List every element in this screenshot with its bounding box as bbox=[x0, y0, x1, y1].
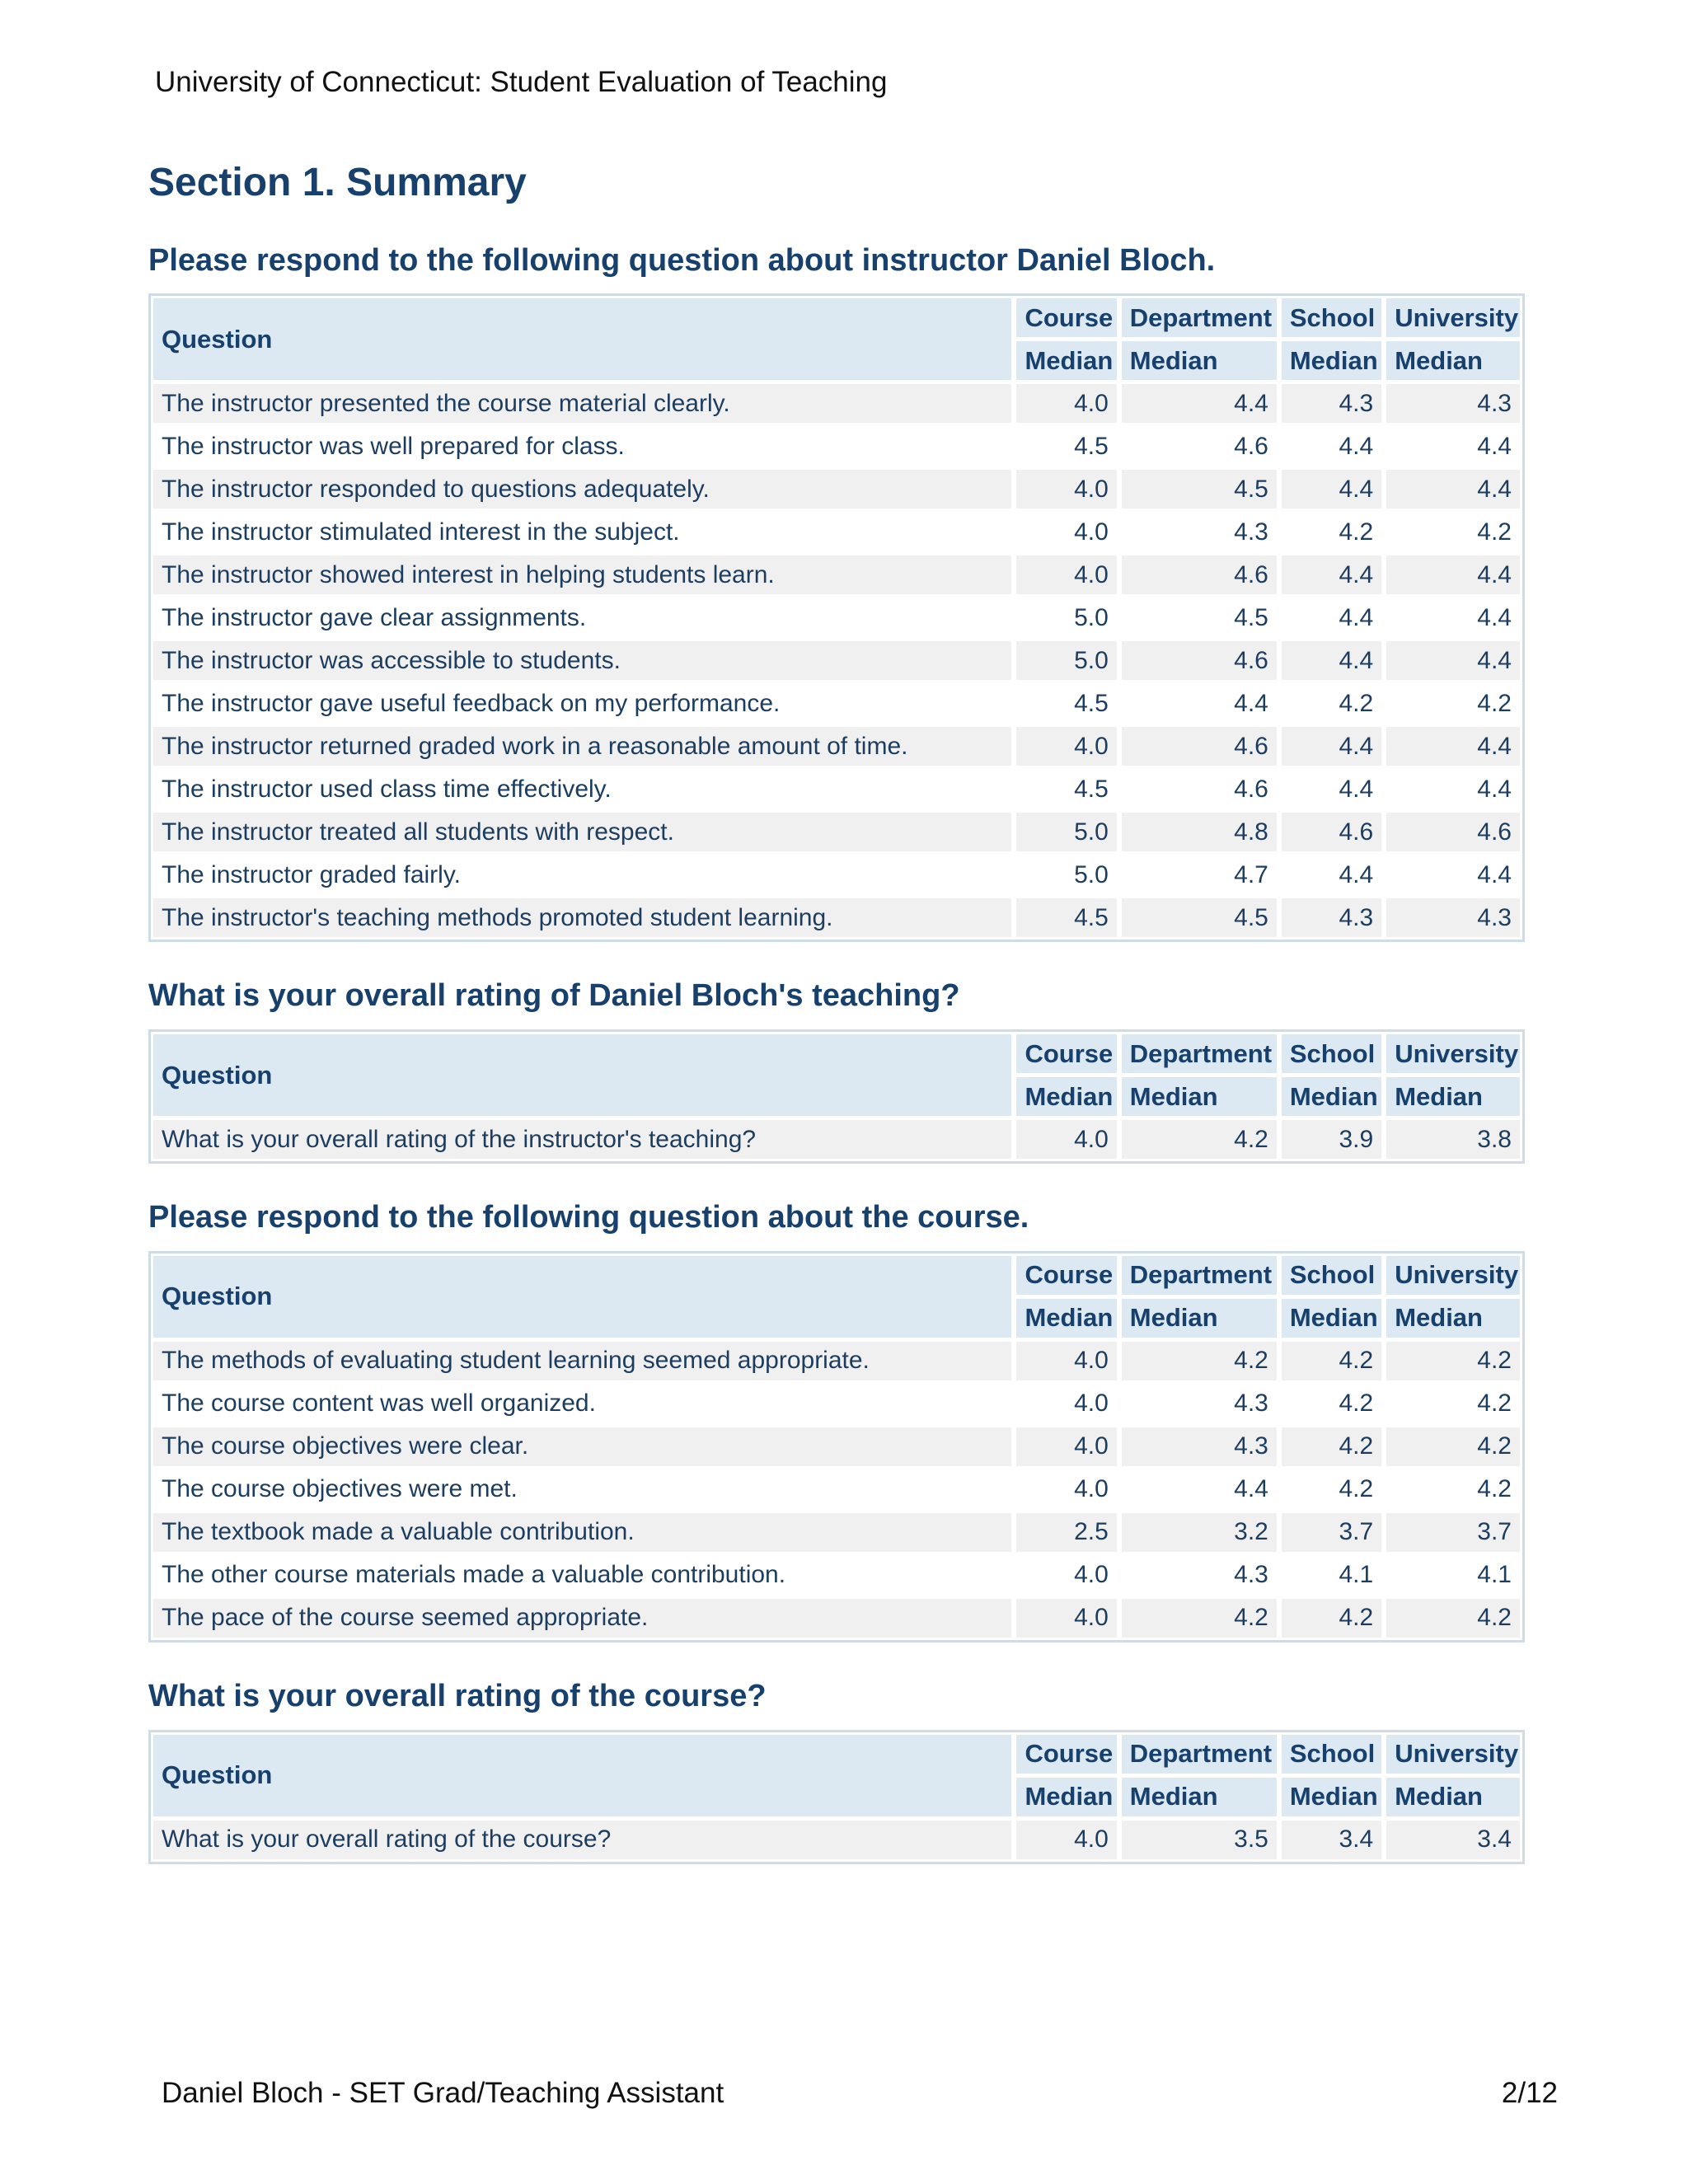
table-row bbox=[153, 470, 1520, 509]
course-median-cell: 4.5 bbox=[1016, 770, 1116, 808]
column-subheader-median: Median bbox=[1016, 1077, 1116, 1116]
school-median-cell: 4.2 bbox=[1282, 1342, 1381, 1380]
university-median-cell: 4.2 bbox=[1386, 1599, 1520, 1638]
column-header-university: University bbox=[1386, 298, 1520, 337]
table-row bbox=[153, 1385, 1520, 1423]
school-median-cell: 4.4 bbox=[1282, 427, 1381, 466]
question-cell: The methods of evaluating student learning seemed appropriate. bbox=[153, 1342, 1011, 1380]
column-header-course: Course bbox=[1016, 1735, 1116, 1774]
course-median-cell: 2.5 bbox=[1016, 1513, 1116, 1552]
school-median-cell: 4.2 bbox=[1282, 1599, 1381, 1638]
university-median-cell: 4.4 bbox=[1386, 555, 1520, 594]
question-cell: The textbook made a valuable contribution. bbox=[153, 1513, 1011, 1552]
question-cell: The instructor treated all students with respect. bbox=[153, 813, 1011, 851]
course-median-cell: 4.0 bbox=[1016, 470, 1116, 509]
school-median-cell: 4.4 bbox=[1282, 470, 1381, 509]
table-title: What is your overall rating of Daniel Bloch's teaching? bbox=[148, 978, 960, 1014]
course-median-cell: 4.0 bbox=[1016, 1556, 1116, 1595]
course-median-cell: 4.0 bbox=[1016, 555, 1116, 594]
column-header-question: Question bbox=[153, 1034, 1011, 1116]
column-subheader-median: Median bbox=[1122, 341, 1277, 380]
question-cell: The instructor returned graded work in a reasonable amount of time. bbox=[153, 727, 1011, 766]
tables-container bbox=[148, 243, 1525, 1864]
course-median-cell: 4.0 bbox=[1016, 1120, 1116, 1159]
school-median-cell: 4.4 bbox=[1282, 727, 1381, 766]
course-median-cell: 4.0 bbox=[1016, 1599, 1116, 1638]
table-row bbox=[153, 1556, 1520, 1595]
university-median-cell: 4.2 bbox=[1386, 1385, 1520, 1423]
department-median-cell: 4.4 bbox=[1122, 684, 1277, 723]
ratings-table-frame bbox=[148, 293, 1525, 942]
course-median-cell: 4.5 bbox=[1016, 898, 1116, 937]
column-header-university: University bbox=[1386, 1735, 1520, 1774]
column-header-department: Department bbox=[1122, 1735, 1277, 1774]
table-row bbox=[153, 427, 1520, 466]
course-median-cell: 5.0 bbox=[1016, 641, 1116, 680]
question-cell: The instructor was well prepared for class. bbox=[153, 427, 1011, 466]
page-number: 2/12 bbox=[1501, 2077, 1558, 2109]
column-header-course: Course bbox=[1016, 1034, 1116, 1073]
column-subheader-median: Median bbox=[1282, 1778, 1381, 1816]
question-cell: The instructor stimulated interest in the subject. bbox=[153, 513, 1011, 551]
column-subheader-median: Median bbox=[1386, 1299, 1520, 1338]
university-median-cell: 4.2 bbox=[1386, 1470, 1520, 1509]
university-median-cell: 4.4 bbox=[1386, 855, 1520, 894]
department-median-cell: 4.3 bbox=[1122, 1556, 1277, 1595]
table-title: What is your overall rating of the course? bbox=[148, 1678, 767, 1713]
table-row bbox=[153, 727, 1520, 766]
university-median-cell: 4.4 bbox=[1386, 470, 1520, 509]
column-header-university: University bbox=[1386, 1034, 1520, 1073]
section-title: Section 1. Summary bbox=[148, 161, 527, 204]
question-cell: The other course materials made a valuable contribution. bbox=[153, 1556, 1011, 1595]
column-header-question: Question bbox=[153, 298, 1011, 380]
school-median-cell: 4.2 bbox=[1282, 1385, 1381, 1423]
university-median-cell: 3.4 bbox=[1386, 1821, 1520, 1859]
department-median-cell: 4.6 bbox=[1122, 555, 1277, 594]
school-median-cell: 4.2 bbox=[1282, 1427, 1381, 1466]
department-median-cell: 4.8 bbox=[1122, 813, 1277, 851]
school-median-cell: 4.2 bbox=[1282, 684, 1381, 723]
ratings-table bbox=[148, 1030, 1525, 1163]
column-subheader-median: Median bbox=[1386, 1778, 1520, 1816]
column-subheader-median: Median bbox=[1122, 1778, 1277, 1816]
column-header-course: Course bbox=[1016, 1256, 1116, 1295]
table-row bbox=[153, 1821, 1520, 1859]
university-median-cell: 4.1 bbox=[1386, 1556, 1520, 1595]
department-median-cell: 4.7 bbox=[1122, 855, 1277, 894]
university-median-cell: 4.4 bbox=[1386, 641, 1520, 680]
table-row bbox=[153, 1470, 1520, 1509]
course-median-cell: 4.0 bbox=[1016, 1342, 1116, 1380]
university-median-cell: 4.2 bbox=[1386, 513, 1520, 551]
school-median-cell: 4.6 bbox=[1282, 813, 1381, 851]
table-row bbox=[153, 555, 1520, 594]
course-median-cell: 4.0 bbox=[1016, 384, 1116, 423]
department-median-cell: 4.3 bbox=[1122, 1385, 1277, 1423]
question-cell: The course objectives were clear. bbox=[153, 1427, 1011, 1466]
ratings-table-frame bbox=[148, 1029, 1525, 1164]
column-subheader-median: Median bbox=[1016, 341, 1116, 380]
department-median-cell: 4.3 bbox=[1122, 513, 1277, 551]
column-subheader-median: Median bbox=[1386, 1077, 1520, 1116]
question-cell: The instructor responded to questions adequately. bbox=[153, 470, 1011, 509]
university-median-cell: 4.4 bbox=[1386, 770, 1520, 808]
department-median-cell: 4.5 bbox=[1122, 898, 1277, 937]
column-subheader-median: Median bbox=[1016, 1778, 1116, 1816]
department-median-cell: 4.5 bbox=[1122, 598, 1277, 637]
table-row bbox=[153, 770, 1520, 808]
column-header-school: School bbox=[1282, 1256, 1381, 1295]
table-row bbox=[153, 598, 1520, 637]
university-median-cell: 4.4 bbox=[1386, 727, 1520, 766]
university-median-cell: 4.3 bbox=[1386, 384, 1520, 423]
ratings-table bbox=[148, 294, 1525, 941]
question-cell: The instructor was accessible to students. bbox=[153, 641, 1011, 680]
course-median-cell: 5.0 bbox=[1016, 598, 1116, 637]
column-header-question: Question bbox=[153, 1735, 1011, 1816]
course-median-cell: 4.0 bbox=[1016, 1427, 1116, 1466]
course-median-cell: 4.0 bbox=[1016, 727, 1116, 766]
question-cell: The instructor's teaching methods promoted student learning. bbox=[153, 898, 1011, 937]
ratings-table bbox=[148, 1731, 1525, 1863]
school-median-cell: 3.7 bbox=[1282, 1513, 1381, 1552]
university-median-cell: 4.2 bbox=[1386, 1427, 1520, 1466]
school-median-cell: 3.9 bbox=[1282, 1120, 1381, 1159]
department-median-cell: 4.6 bbox=[1122, 727, 1277, 766]
department-median-cell: 4.6 bbox=[1122, 427, 1277, 466]
university-median-cell: 3.7 bbox=[1386, 1513, 1520, 1552]
column-header-university: University bbox=[1386, 1256, 1520, 1295]
course-median-cell: 5.0 bbox=[1016, 813, 1116, 851]
department-median-cell: 4.6 bbox=[1122, 770, 1277, 808]
course-median-cell: 4.0 bbox=[1016, 1470, 1116, 1509]
column-header-school: School bbox=[1282, 298, 1381, 337]
question-cell: The instructor gave clear assignments. bbox=[153, 598, 1011, 637]
department-median-cell: 4.6 bbox=[1122, 641, 1277, 680]
table-row bbox=[153, 1599, 1520, 1638]
report-content bbox=[148, 162, 1525, 1900]
course-median-cell: 4.0 bbox=[1016, 1385, 1116, 1423]
school-median-cell: 4.3 bbox=[1282, 384, 1381, 423]
column-header-question: Question bbox=[153, 1256, 1011, 1338]
question-cell: The instructor used class time effectively. bbox=[153, 770, 1011, 808]
column-header-department: Department bbox=[1122, 1256, 1277, 1295]
university-median-cell: 4.2 bbox=[1386, 684, 1520, 723]
course-median-cell: 4.0 bbox=[1016, 1821, 1116, 1859]
table-row bbox=[153, 1120, 1520, 1159]
table-row bbox=[153, 855, 1520, 894]
question-cell: The course objectives were met. bbox=[153, 1470, 1011, 1509]
course-median-cell: 4.5 bbox=[1016, 427, 1116, 466]
ratings-table-frame bbox=[148, 1251, 1525, 1643]
column-subheader-median: Median bbox=[1386, 341, 1520, 380]
ratings-table-frame bbox=[148, 1730, 1525, 1864]
ratings-table bbox=[148, 1252, 1525, 1642]
school-median-cell: 4.4 bbox=[1282, 598, 1381, 637]
school-median-cell: 4.3 bbox=[1282, 898, 1381, 937]
table-row bbox=[153, 1342, 1520, 1380]
table-row bbox=[153, 1513, 1520, 1552]
table-row bbox=[153, 684, 1520, 723]
table-row bbox=[153, 898, 1520, 937]
department-median-cell: 4.4 bbox=[1122, 384, 1277, 423]
university-median-cell: 4.4 bbox=[1386, 427, 1520, 466]
course-median-cell: 4.0 bbox=[1016, 513, 1116, 551]
department-median-cell: 4.2 bbox=[1122, 1342, 1277, 1380]
question-cell: What is your overall rating of the instructor's teaching? bbox=[153, 1120, 1011, 1159]
school-median-cell: 4.1 bbox=[1282, 1556, 1381, 1595]
school-median-cell: 4.4 bbox=[1282, 555, 1381, 594]
question-cell: The course content was well organized. bbox=[153, 1385, 1011, 1423]
column-subheader-median: Median bbox=[1282, 341, 1381, 380]
table-row bbox=[153, 813, 1520, 851]
column-header-department: Department bbox=[1122, 298, 1277, 337]
column-subheader-median: Median bbox=[1282, 1077, 1381, 1116]
question-cell: The instructor gave useful feedback on my performance. bbox=[153, 684, 1011, 723]
table-row bbox=[153, 641, 1520, 680]
question-cell: The pace of the course seemed appropriate. bbox=[153, 1599, 1011, 1638]
university-median-cell: 4.4 bbox=[1386, 598, 1520, 637]
footer-instructor: Daniel Bloch - SET Grad/Teaching Assistant bbox=[162, 2077, 724, 2109]
university-median-cell: 4.2 bbox=[1386, 1342, 1520, 1380]
column-header-course: Course bbox=[1016, 298, 1116, 337]
column-subheader-median: Median bbox=[1282, 1299, 1381, 1338]
table-title: Please respond to the following question about the course. bbox=[148, 1200, 1029, 1235]
school-median-cell: 4.4 bbox=[1282, 855, 1381, 894]
question-cell: The instructor graded fairly. bbox=[153, 855, 1011, 894]
school-median-cell: 4.4 bbox=[1282, 770, 1381, 808]
table-title: Please respond to the following question about instructor Daniel Bloch. bbox=[148, 242, 1216, 278]
column-header-school: School bbox=[1282, 1735, 1381, 1774]
university-median-cell: 4.3 bbox=[1386, 898, 1520, 937]
course-median-cell: 5.0 bbox=[1016, 855, 1116, 894]
school-median-cell: 3.4 bbox=[1282, 1821, 1381, 1859]
department-median-cell: 3.2 bbox=[1122, 1513, 1277, 1552]
department-median-cell: 4.2 bbox=[1122, 1599, 1277, 1638]
question-cell: The instructor presented the course material clearly. bbox=[153, 384, 1011, 423]
question-cell: The instructor showed interest in helping students learn. bbox=[153, 555, 1011, 594]
school-median-cell: 4.2 bbox=[1282, 513, 1381, 551]
column-subheader-median: Median bbox=[1122, 1299, 1277, 1338]
department-median-cell: 3.5 bbox=[1122, 1821, 1277, 1859]
column-header-school: School bbox=[1282, 1034, 1381, 1073]
university-median-cell: 4.6 bbox=[1386, 813, 1520, 851]
school-median-cell: 4.4 bbox=[1282, 641, 1381, 680]
department-median-cell: 4.5 bbox=[1122, 470, 1277, 509]
question-cell: What is your overall rating of the course? bbox=[153, 1821, 1011, 1859]
department-median-cell: 4.2 bbox=[1122, 1120, 1277, 1159]
column-header-department: Department bbox=[1122, 1034, 1277, 1073]
school-median-cell: 4.2 bbox=[1282, 1470, 1381, 1509]
department-median-cell: 4.4 bbox=[1122, 1470, 1277, 1509]
course-median-cell: 4.5 bbox=[1016, 684, 1116, 723]
table-row bbox=[153, 513, 1520, 551]
page-header: University of Connecticut: Student Evaluation of Teaching bbox=[155, 66, 888, 98]
department-median-cell: 4.3 bbox=[1122, 1427, 1277, 1466]
table-row bbox=[153, 384, 1520, 423]
column-subheader-median: Median bbox=[1016, 1299, 1116, 1338]
table-row bbox=[153, 1427, 1520, 1466]
column-subheader-median: Median bbox=[1122, 1077, 1277, 1116]
university-median-cell: 3.8 bbox=[1386, 1120, 1520, 1159]
